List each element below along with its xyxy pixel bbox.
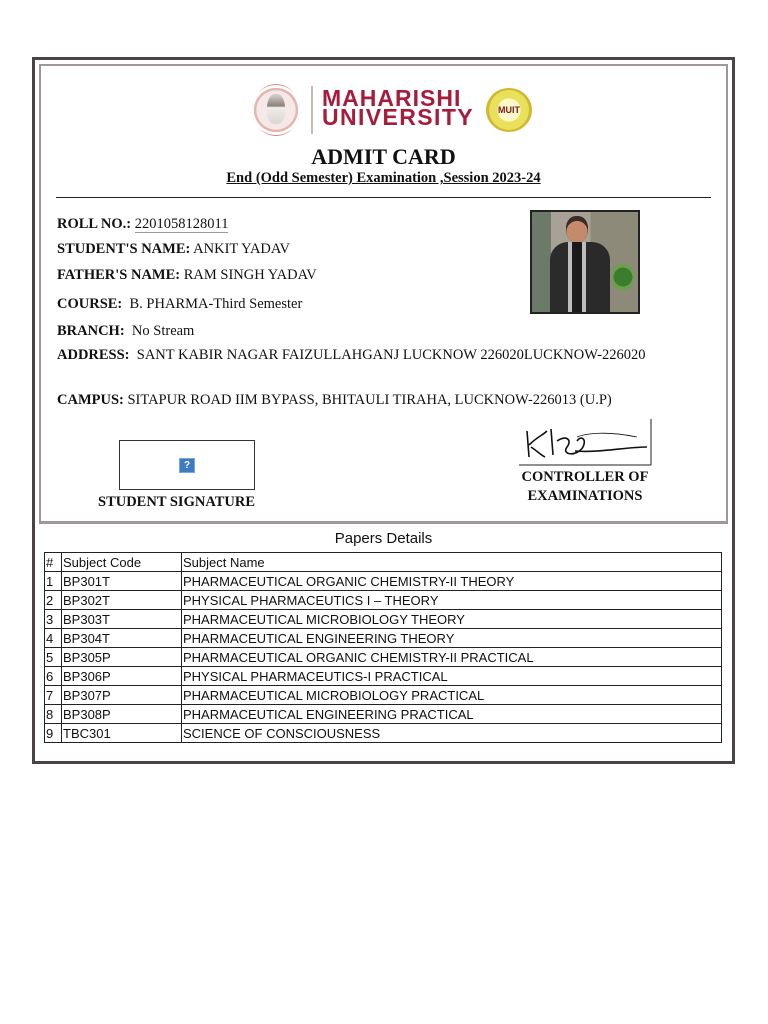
controller-of-examinations-label: [499, 468, 671, 506]
papers-section: [39, 521, 728, 757]
row-number: 2: [45, 591, 62, 610]
header-subject-name: Subject Name: [182, 553, 722, 572]
row-number: 5: [45, 648, 62, 667]
roll-number-row: [57, 216, 228, 233]
campus-label: CAMPUS:: [57, 392, 124, 408]
controller-label-line2: EXAMINATIONS: [527, 488, 643, 504]
papers-table-body: [45, 572, 722, 743]
address-value: SANT KABIR NAGAR FAIZULLAHGANJ LUCKNOW 226020LUCKNOW-226020: [136, 347, 646, 363]
subject-name: PHARMACEUTICAL ENGINEERING PRACTICAL: [182, 705, 722, 724]
father-name-value: RAM SINGH YADAV: [183, 267, 317, 283]
subject-name: PHARMACEUTICAL ENGINEERING THEORY: [182, 629, 722, 648]
subject-name: PHARMACEUTICAL MICROBIOLOGY THEORY: [182, 610, 722, 629]
papers-table: [44, 552, 722, 743]
row-number: 6: [45, 667, 62, 686]
papers-table-header: [45, 553, 722, 572]
table-row: [45, 705, 722, 724]
table-row: [45, 572, 722, 591]
subject-code: BP308P: [62, 705, 182, 724]
row-number: 1: [45, 572, 62, 591]
campus-value: SITAPUR ROAD IIM BYPASS, BHITAULI TIRAHA, LUCKNOW-226013 (U.P): [127, 392, 612, 408]
row-number: 7: [45, 686, 62, 705]
address-label: ADDRESS:: [57, 347, 130, 363]
subject-name: PHARMACEUTICAL ORGANIC CHEMISTRY-II THEORY: [182, 572, 722, 591]
table-row: [45, 629, 722, 648]
subject-name: PHARMACEUTICAL ORGANIC CHEMISTRY-II PRACTICAL: [182, 648, 722, 667]
controller-label-line1: CONTROLLER OF: [521, 469, 649, 485]
subject-code: BP305P: [62, 648, 182, 667]
subject-code: BP304T: [62, 629, 182, 648]
header-number: #: [45, 553, 62, 572]
course-row: [57, 296, 302, 313]
table-row: [45, 724, 722, 743]
table-row: [45, 648, 722, 667]
emblem-text: MUIT: [498, 105, 520, 115]
subject-name: SCIENCE OF CONSCIOUSNESS: [182, 724, 722, 743]
founder-seal-logo: [252, 84, 300, 136]
subject-code: TBC301: [62, 724, 182, 743]
row-number: 9: [45, 724, 62, 743]
card-upper-section: [39, 64, 728, 523]
exam-session-subtitle: End (Odd Semester) Examination ,Session 2023-24: [226, 170, 541, 186]
subject-code: BP303T: [62, 610, 182, 629]
branch-row: [57, 323, 194, 340]
subject-name: PHYSICAL PHARMACEUTICS-I PRACTICAL: [182, 667, 722, 686]
student-name-label: STUDENT'S NAME:: [57, 241, 191, 257]
roll-number-label: ROLL NO.:: [57, 216, 132, 232]
row-number: 3: [45, 610, 62, 629]
table-row: [45, 667, 722, 686]
branch-label: BRANCH:: [57, 323, 125, 339]
student-signature-box: [119, 440, 255, 490]
subject-name: PHARMACEUTICAL MICROBIOLOGY PRACTICAL: [182, 686, 722, 705]
logo-divider: [311, 86, 313, 134]
broken-image-icon: ?: [179, 458, 195, 473]
student-name-value: ANKIT YADAV: [193, 241, 290, 257]
subject-name: PHYSICAL PHARMACEUTICS I – THEORY: [182, 591, 722, 610]
row-number: 8: [45, 705, 62, 724]
papers-details-heading: Papers Details: [334, 530, 433, 547]
controller-signature-image: [517, 417, 652, 467]
university-name-line1: MAHARISHI: [322, 85, 462, 111]
table-row: [45, 591, 722, 610]
subject-code: BP307P: [62, 686, 182, 705]
subject-code: BP306P: [62, 667, 182, 686]
father-name-row: [57, 267, 317, 284]
university-wordmark: [322, 85, 475, 130]
branch-value: No Stream: [131, 323, 195, 339]
course-label: COURSE:: [57, 296, 123, 312]
header-subject-code: Subject Code: [62, 553, 182, 572]
student-name-row: [57, 241, 290, 258]
subject-code: BP302T: [62, 591, 182, 610]
student-photo: [530, 210, 640, 314]
student-signature-label: STUDENT SIGNATURE: [98, 494, 255, 510]
university-name-line2: UNIVERSITY: [322, 104, 475, 130]
address-row: [57, 347, 677, 364]
roll-number-value: 2201058128011: [134, 216, 229, 232]
father-name-label: FATHER'S NAME:: [57, 267, 181, 283]
admit-card: [32, 57, 735, 764]
campus-row: [57, 392, 612, 409]
header-logos: [41, 84, 726, 140]
row-number: 4: [45, 629, 62, 648]
table-row: [45, 686, 722, 705]
course-value: B. PHARMA-Third Semester: [129, 296, 303, 312]
header-divider: [56, 197, 711, 198]
subject-code: BP301T: [62, 572, 182, 591]
page-title: ADMIT CARD: [311, 144, 456, 169]
table-row: [45, 610, 722, 629]
muit-emblem-logo: [486, 88, 532, 132]
